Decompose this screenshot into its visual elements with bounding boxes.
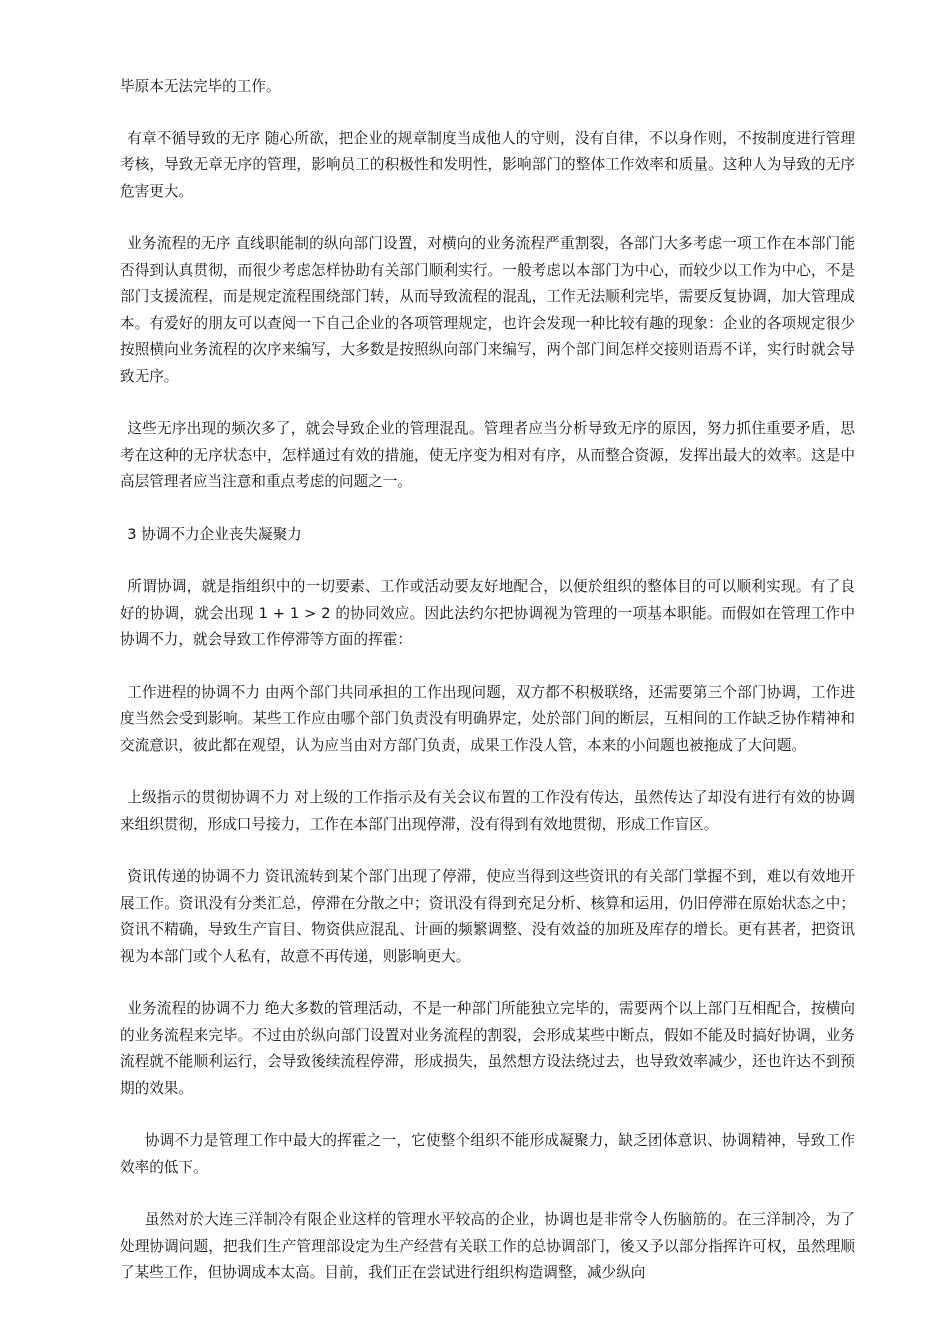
- paragraph-process-coordination: 业务流程的协调不力 绝大多数的管理活动，不是一种部门所能独立完毕的，需要两个以上部门互相配合，按横向的业务流程来完毕。不过由於纵向部门设置对业务流程的割裂，会形成某些中断点，假如不能及时搞好协调，业务流程就不能顺利运行，会导致後续流程停滞，形成损失，虽然想方设法绕过去，也导致效率减少，还也许达不到预期的效果。: [120, 1000, 855, 1097]
- paragraph-rules-disorder: 有章不循导致的无序 随心所欲，把企业的规章制度当成他人的守则，没有自律，不以身作则，不按制度进行管理考核，导致无章无序的管理，影响员工的积极性和发明性，影响部门的整体工作效率和质量。这种人为导致的无序危害更大。: [120, 129, 855, 200]
- paragraph-process-disorder: 业务流程的无序 直线职能制的纵向部门设置，对横向的业务流程严重割裂，各部门大多考虑一项工作在本部门能否得到认真贯彻，而很少考虑怎样协助有关部门顺利实行。一般考虑以本部门为中心，而较少以工作为中心，不是部门支援流程，而是规定流程围绕部门转，从而导致流程的混乱，工作无法顺利完毕，需要反复协调，加大管理成本。有爱好的朋友可以查阅一下自己企业的各项管理规定，也许会发现一种比较有趣的现象：企业的各项规定很少按照横向业务流程的次序来编写，大多数是按照纵向部门来编写，两个部门间怎样交接则语焉不详，实行时就会导致无序。: [120, 235, 855, 385]
- paragraph-progress-coordination: 工作进程的协调不力 由两个部门共同承担的工作出现问题，双方都不积极联络，还需要第三个部门协调，工作进度当然会受到影响。某些工作应由哪个部门负责没有明确界定，处於部门间的断层，互相间的工作缺乏协作精神和交流意识，彼此都在观望，认为应当由对方部门负责，成果工作没人管，本来的小问题也被拖成了大问题。: [120, 683, 855, 754]
- paragraph-coordination-definition: 所谓协调，就是指组织中的一切要素、工作或活动要友好地配合，以便於组织的整体目的可以顺利实现。有了良好的协调，就会出现 1 + 1 > 2 的协同效应。因此法约尔把协调视为管理的一项基本职能。而假如在管理工作中协调不力，就会导致工作停滞等方面的挥霍：: [120, 578, 855, 648]
- paragraph-information-coordination: 资讯传递的协调不力 资讯流转到某个部门出现了停滞，使应当得到这些资讯的有关部门掌握不到，难以有效地开展工作。资讯没有分类汇总，停滞在分散之中；资讯没有得到充足分析、核算和运用，仍旧停滞在原始状态之中；资讯不精确，导致生产盲目、物资供应混乱、计画的频繁调整、没有效益的加班及库存的增长。更有甚者，把资讯视为本部门或个人私有，故意不再传递，则影响更大。: [120, 868, 855, 965]
- section-heading: 3 协调不力企业丧失凝聚力: [127, 525, 302, 543]
- paragraph-management-chaos: 这些无序出现的频次多了，就会导致企业的管理混乱。管理者应当分析导致无序的原因，努力抓住重要矛盾，思考在这种的无序状态中，怎样通过有效的措施，使无序变为相对有序，从而整合资源，发挥出最大的效率。这是中高层管理者应当注意和重点考虑的问题之一。: [120, 420, 855, 490]
- paragraph-instruction-coordination: 上级指示的贯彻协调不力 对上级的工作指示及有关会议布置的工作没有传达，虽然传达了却没有进行有效的协调来组织贯彻，形成口号接力，工作在本部门出现停滞，没有得到有效地贯彻，形成工作盲区。: [120, 789, 855, 833]
- document-body: [120, 74, 855, 1313]
- paragraph-sanyo-example: 虽然对於大连三洋制冷有限企业这样的管理水平较高的企业，协调也是非常令人伤脑筋的。在三洋制冷，为了处理协调问题，把我们生产管理部设定为生产经营有关联工作的总协调部门，後又予以部分指挥许可权，虽然理顺了某些工作，但协调成本太高。目前，我们正在尝试进行组织构造调整，减少纵向: [120, 1211, 855, 1281]
- paragraph-continuation: 毕原本无法完毕的工作。: [120, 78, 281, 95]
- paragraph-coordination-waste: 协调不力是管理工作中最大的挥霍之一，它使整个组织不能形成凝聚力，缺乏团体意识、协调精神，导致工作效率的低下。: [120, 1132, 855, 1176]
